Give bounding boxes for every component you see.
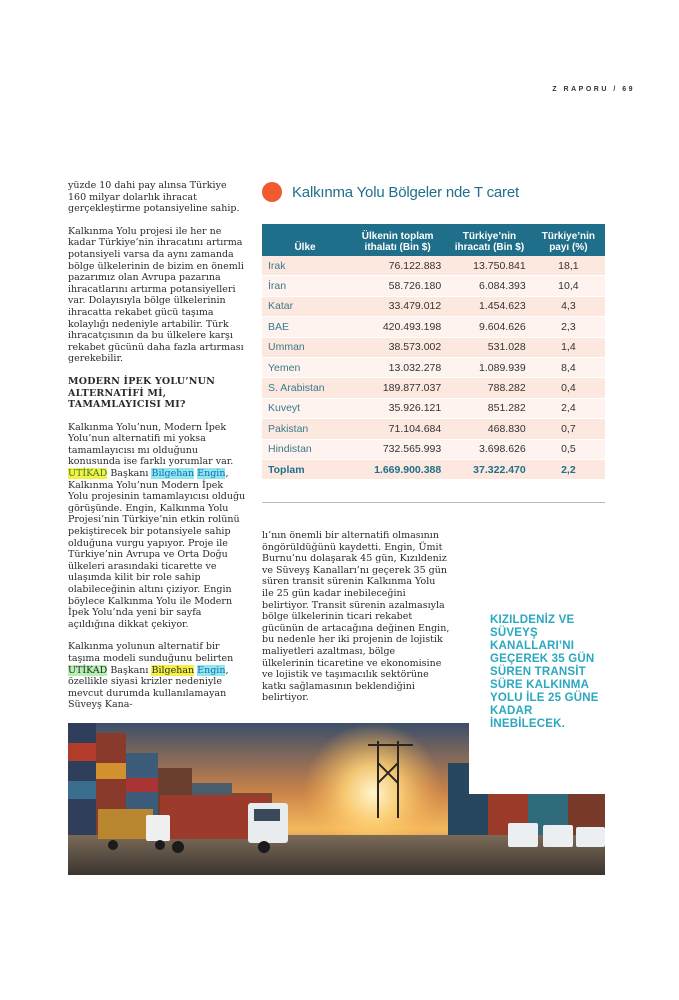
- text-run: Başkanı: [110, 664, 149, 676]
- table-row: [262, 419, 605, 439]
- cell-country: Toplam: [262, 459, 348, 479]
- cell-share: 0,7: [532, 419, 605, 439]
- text-run: Başkanı: [110, 468, 149, 480]
- cell-share: 18,1: [532, 256, 605, 276]
- cell-country: S. Arabistan: [262, 378, 348, 398]
- cell-imports: 420.493.198: [348, 317, 447, 337]
- cell-exports: 1.089.939: [447, 357, 532, 377]
- section-subheading: MODERN İPEK YOLU’NUN ALTERNATİFİ Mİ, TAMAMLAYICISI MI?: [68, 375, 216, 411]
- callout-quote: KIZILDENİZ VE SÜVEYŞ KANALLARI’NI GEÇEREK 35 GÜN SÜREN TRANSİT SÜRE KALKINMA YOLU İLE 25 GÜNE KADAR İNEBİLECEK.: [490, 614, 599, 730]
- cell-share: 0,5: [532, 439, 605, 459]
- cell-imports: 71.104.684: [348, 419, 447, 439]
- text-column-right: [262, 530, 450, 715]
- highlight-first-name: Bilgehan: [151, 468, 195, 480]
- cell-imports: 76.122.883: [348, 256, 447, 276]
- table-total-row: [262, 459, 605, 479]
- text-run: Kalkınma yolunun alternatif bir taşıma modeli sunduğunu belirten: [68, 641, 234, 664]
- column-header: Türkiye’nin ihracatı (Bin $): [447, 224, 532, 256]
- highlight-first-name: Bilgehan: [151, 664, 195, 676]
- table-row: [262, 256, 605, 276]
- table-row: [262, 439, 605, 459]
- paragraph: [68, 641, 246, 711]
- cell-country: Irak: [262, 256, 348, 276]
- table-row: [262, 378, 605, 398]
- table-row: [262, 276, 605, 296]
- cell-exports: 6.084.393: [447, 276, 532, 296]
- cell-country: Katar: [262, 296, 348, 316]
- cell-imports: 189.877.037: [348, 378, 447, 398]
- text-run: Kalkınma Yolu’nun, Modern İpek Yolu’nun alternatifi mi yoksa tamamlayıcısı mı olduğunu konusunda ise farklı yorumlar var.: [68, 421, 234, 468]
- table-title-row: [262, 182, 519, 202]
- orange-dot-icon: [262, 182, 282, 202]
- cell-exports: 468.830: [447, 419, 532, 439]
- cell-share: 2,2: [532, 459, 605, 479]
- cell-share: 2,4: [532, 398, 605, 418]
- cell-country: Hindistan: [262, 439, 348, 459]
- paragraph: [68, 422, 246, 631]
- trade-table: [262, 224, 605, 480]
- cell-exports: 9.604.626: [447, 317, 532, 337]
- column-header: Ülkenin toplam ithalatı (Bin $): [348, 224, 447, 256]
- cell-exports: 851.282: [447, 398, 532, 418]
- text-run: , Kalkınma Yolu’nun Modern İpek Yolu projesinin tamamlayıcısı olduğu görüşünde. Engin, Kalkınma Yolu Projesi’nin Türkiye’nin etkin rolünü pekiştirecek bir potansiyele sahip olduğuna vurgu yapıyor. Proje ile Türkiye’nin Avrupa ve Orta Doğu ülkeleri arasındaki ticarette ve ulaşımda kilit bir role sahip olabileceğinin altını çiziyor. Engin böylece Kalkınma Yolu ile Modern İpek Yolu’nda yeni bir sayfa açıldığına dikkat çekiyor.: [68, 468, 246, 630]
- column-header: Ülke: [262, 224, 348, 256]
- cell-imports: 35.926.121: [348, 398, 447, 418]
- column-header: Türkiye’nin payı (%): [532, 224, 605, 256]
- highlight-last-name: Engin: [197, 664, 226, 676]
- text-run: , özellikle siyasi krizler nedeniyle mevcut durumda kullanılamayan Süveyş Kana-: [68, 664, 229, 711]
- table-title: Kalkınma Yolu Bölgeler nde T caret: [292, 183, 519, 201]
- cell-share: 4,3: [532, 296, 605, 316]
- divider: [262, 502, 605, 503]
- page-header: Z RAPORU / 69: [552, 86, 635, 93]
- cell-share: 10,4: [532, 276, 605, 296]
- cell-country: İran: [262, 276, 348, 296]
- cell-imports: 38.573.002: [348, 337, 447, 357]
- cell-exports: 531.028: [447, 337, 532, 357]
- table-row: [262, 357, 605, 377]
- highlight-org: UTİKAD: [68, 468, 108, 480]
- highlight-last-name: Engin: [197, 468, 226, 480]
- cell-country: BAE: [262, 317, 348, 337]
- table-row: [262, 337, 605, 357]
- text-column-left: [68, 180, 246, 722]
- cell-share: 0,4: [532, 378, 605, 398]
- cell-country: Pakistan: [262, 419, 348, 439]
- cell-exports: 37.322.470: [447, 459, 532, 479]
- cell-imports: 732.565.993: [348, 439, 447, 459]
- cell-exports: 788.282: [447, 378, 532, 398]
- cell-exports: 3.698.626: [447, 439, 532, 459]
- cell-country: Yemen: [262, 357, 348, 377]
- cell-exports: 1.454.623: [447, 296, 532, 316]
- table-row: [262, 317, 605, 337]
- paragraph: yüzde 10 dahi pay alınsa Türkiye 160 milyar dolarlık ihracat gerçekleştirme potansiyeline sahip.: [68, 180, 240, 215]
- highlight-org: UTİKAD: [68, 664, 108, 676]
- cell-share: 1,4: [532, 337, 605, 357]
- cell-country: Umman: [262, 337, 348, 357]
- table-row: [262, 398, 605, 418]
- cell-country: Kuveyt: [262, 398, 348, 418]
- paragraph: lı’nın önemli bir alternatifi olmasının öngörüldüğünü kaydetti. Engin, Ümit Burnu’nu dolaşarak 45 gün, Kızıldeniz ve Süveyş Kanalları’nı geçerek 35 gün süren transit sürenin Kalkınma Yolu ile 25 gün kadar inebileceğini belirtiyor. Transit sürenin azalmasıyla bölge ülkelerinin ticari rekabet gücünün de artacağına değinen Engin, bu nedenle her iki projenin de lojistik maliyetleri azaltması, bölge ülkelerinin ticaretine ve ekonomisine ve lojistik ve taşımacılık sektörüne katkı sağlamasının beklendiğini belirtiyor.: [262, 530, 450, 704]
- cell-imports: 13.032.278: [348, 357, 447, 377]
- cell-share: 2,3: [532, 317, 605, 337]
- cell-imports: 33.479.012: [348, 296, 447, 316]
- cell-share: 8,4: [532, 357, 605, 377]
- table-row: [262, 296, 605, 316]
- cell-imports: 58.726.180: [348, 276, 447, 296]
- cell-imports: 1.669.900.388: [348, 459, 447, 479]
- paragraph: Kalkınma Yolu projesi ile her ne kadar Türkiye’nin ihracatını artırma potansiyeli varsa da aynı zamanda bölge ülkelerinin de bizim en önemli pazarımız olan Avrupa pazarına ihracatlarını artırma potansiyelleri var. Dolayısıyla bölge ülkelerinin ihracatta rekabet gücü taşıma kolaylığı nedeniyle artabilir. Türk ihracatçısının da bu ülkelere karşı rekabet gücünü daha fazla artırması gerekebilir.: [68, 225, 244, 365]
- cell-exports: 13.750.841: [447, 256, 532, 276]
